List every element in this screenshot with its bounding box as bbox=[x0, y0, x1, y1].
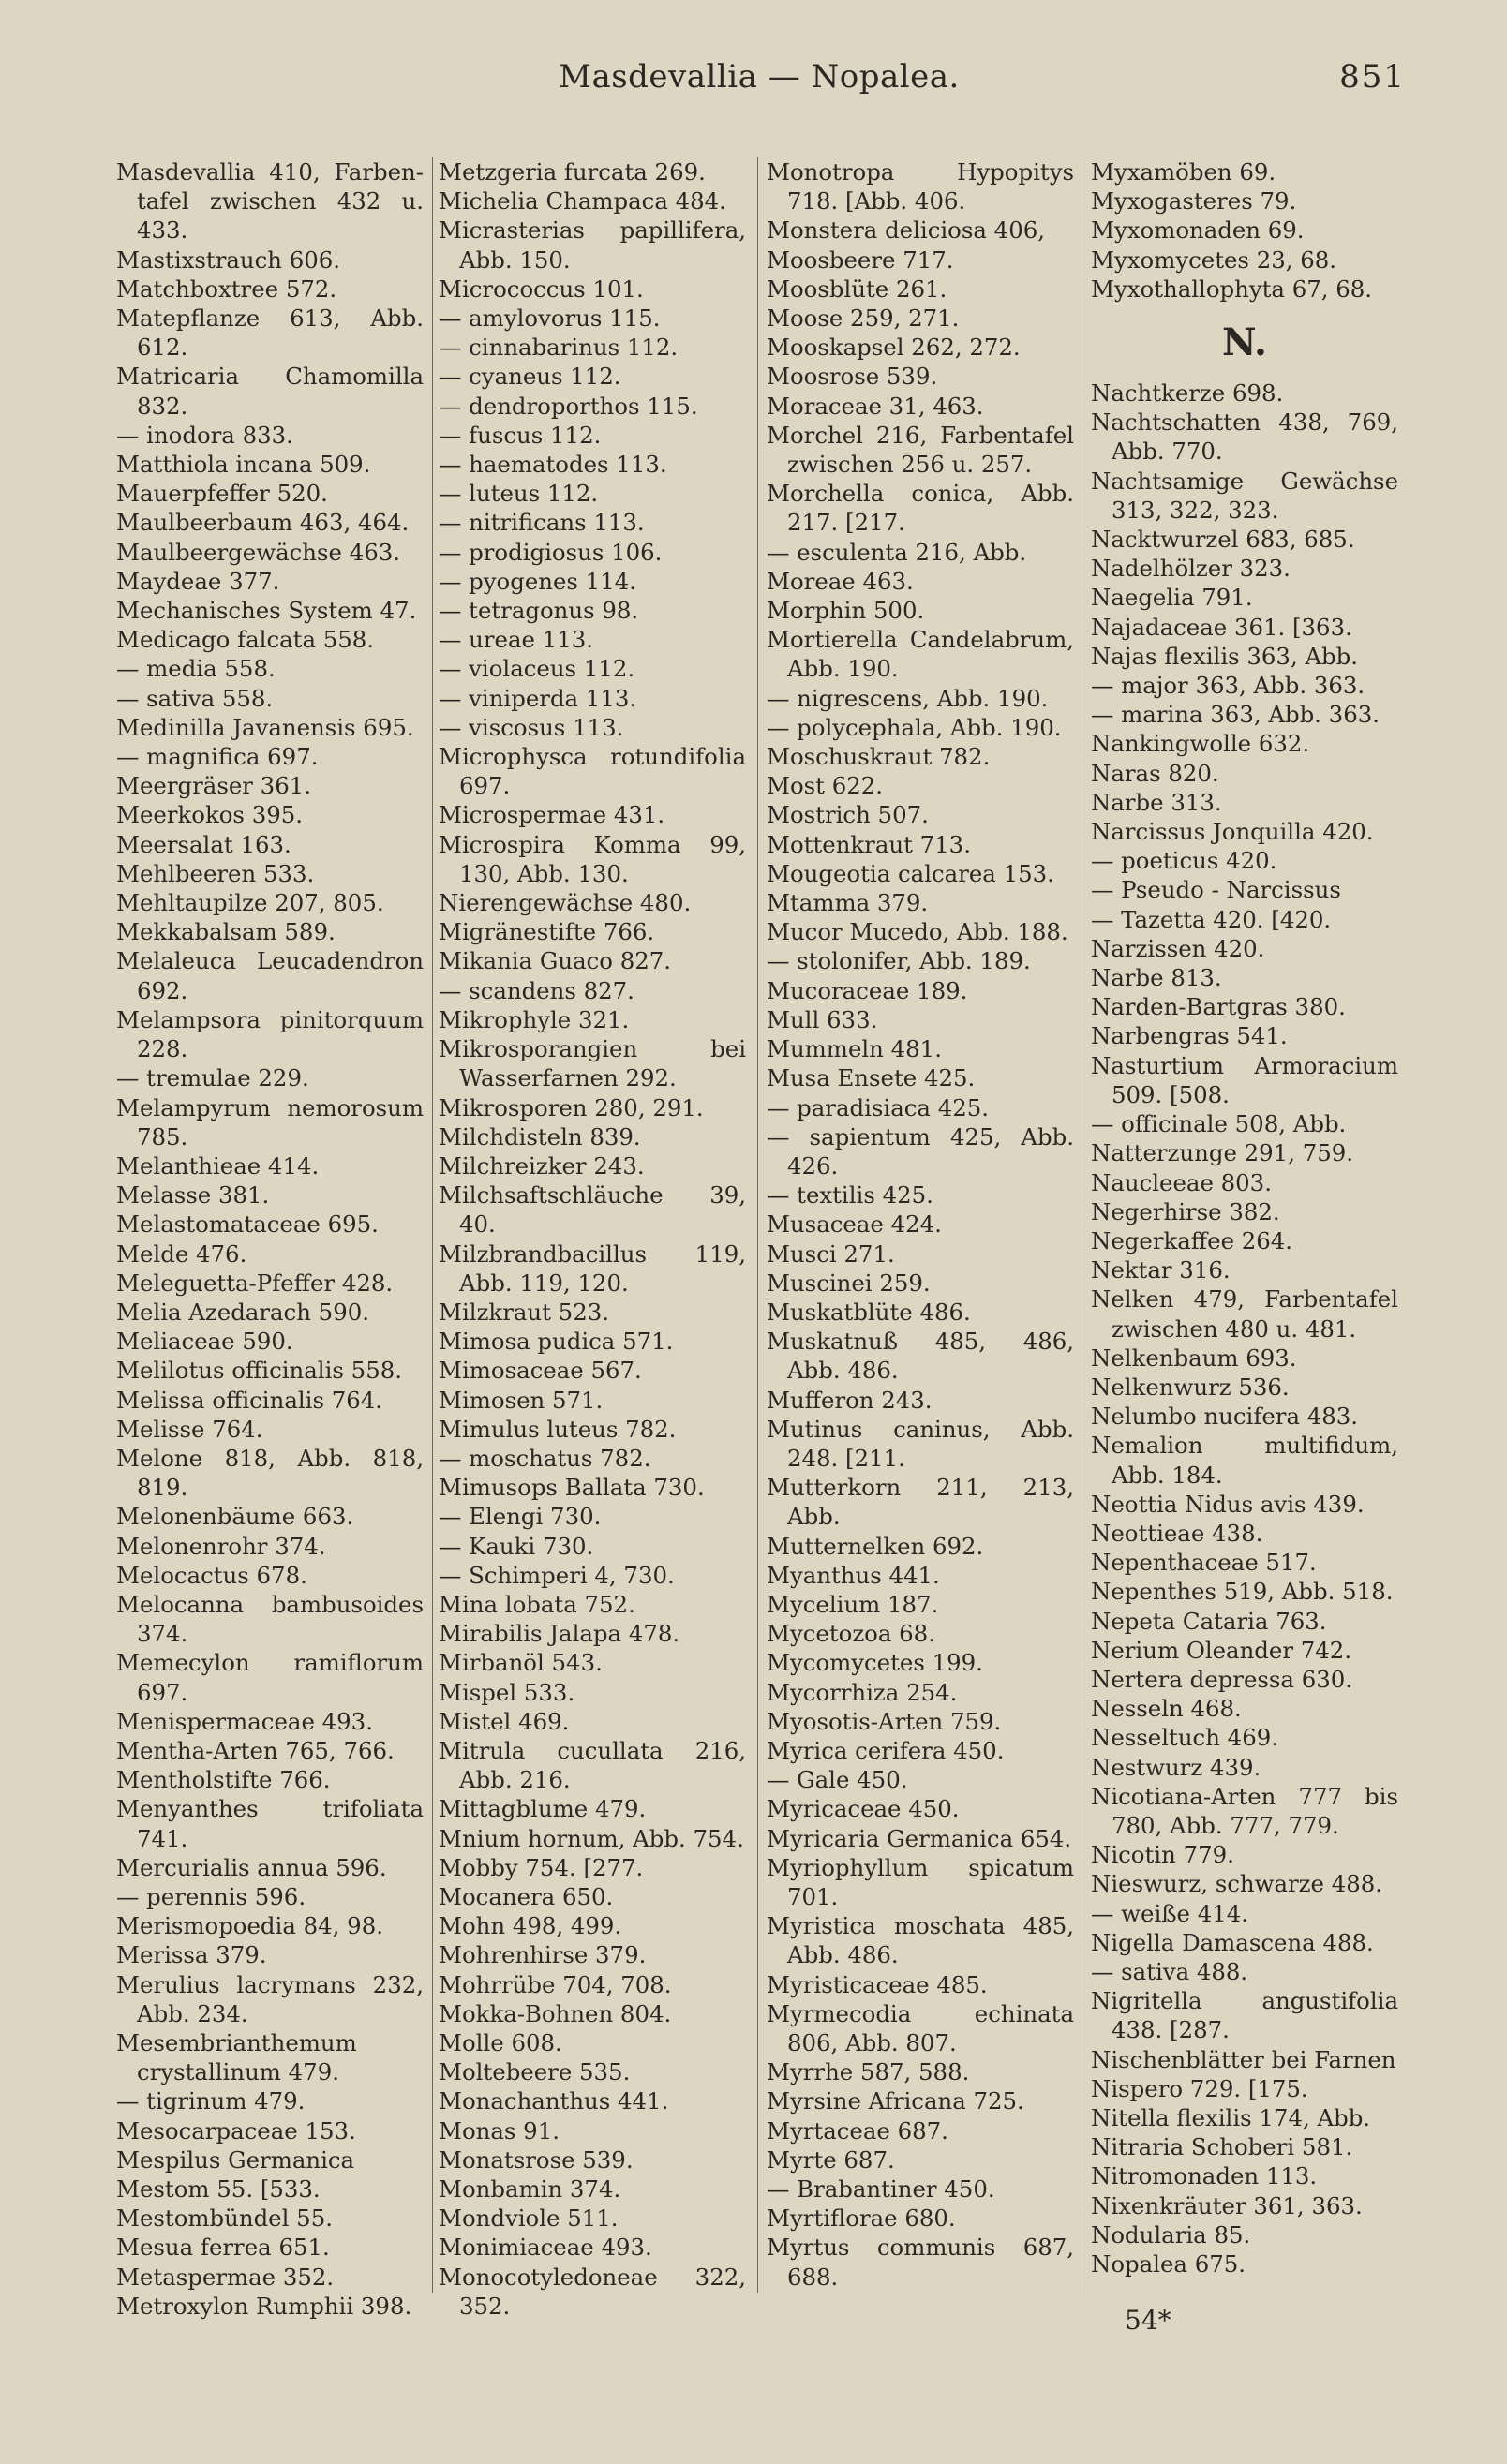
index-entry: Melanthieae 414. bbox=[116, 1151, 320, 1180]
index-entry: Nelkenwurz 536. bbox=[1091, 1373, 1290, 1401]
index-entry: — esculenta 216, Abb. bbox=[767, 538, 1027, 566]
index-entry: Musa Ensete 425. bbox=[767, 1064, 976, 1092]
index-entry: Melde 476. bbox=[116, 1239, 247, 1268]
index-entry: Mondviole 511. bbox=[439, 2204, 619, 2233]
index-entry: Mestom 55. [533. bbox=[116, 2175, 321, 2204]
index-entry: Monbamin 374. bbox=[439, 2175, 621, 2204]
index-entry: Mikrosporen 280, 291. bbox=[439, 1093, 704, 1121]
index-entry: Mekkabalsam 589. bbox=[116, 918, 336, 946]
index-entry: Milchsaftschläuche 39, 40. bbox=[439, 1181, 746, 1239]
index-entry: Mull 633. bbox=[767, 1005, 878, 1033]
index-entry: Negerkaffee 264. bbox=[1091, 1226, 1293, 1254]
index-entry: Masdevallia 410, Farbentafel zwischen 432 u. 433. bbox=[116, 158, 424, 245]
index-entry: Mauerpfeffer 520. bbox=[116, 480, 328, 508]
index-entry: Melone 818, Abb. 818, 819. bbox=[116, 1444, 424, 1502]
index-entry: Nemalion multifidum, Abb. 184. bbox=[1091, 1432, 1398, 1489]
index-column-4 bbox=[1091, 157, 1398, 2278]
index-entry: — fuscus 112. bbox=[439, 421, 602, 449]
index-entry: Mufferon 243. bbox=[767, 1386, 933, 1414]
column-rule bbox=[757, 157, 758, 2293]
index-entry: Metaspermae 352. bbox=[116, 2263, 335, 2291]
index-entry: Menispermaceae 493. bbox=[116, 1707, 373, 1735]
index-entry: Melia Azedarach 590. bbox=[116, 1298, 369, 1326]
index-entry: Mittagblume 479. bbox=[439, 1795, 647, 1823]
index-entry: Nischenblätter bei Farnen bbox=[1091, 2045, 1396, 2073]
index-entry: Moltebeere 535. bbox=[439, 2058, 631, 2086]
index-entry: Nigritella angustifolia 438. [287. bbox=[1091, 1987, 1398, 2044]
index-entry: Microphysca rotundifolia 697. bbox=[439, 743, 746, 800]
index-entry: Meerkokos 395. bbox=[116, 801, 304, 829]
index-entry: Melilotus officinalis 558. bbox=[116, 1357, 402, 1385]
index-entry: Microspira Komma 99, 130, Abb. 130. bbox=[439, 830, 746, 887]
index-entry: Mehlbeeren 533. bbox=[116, 859, 315, 887]
index-entry: Myxomycetes 23, 68. bbox=[1091, 245, 1337, 274]
index-entry: — Kauki 730. bbox=[439, 1532, 594, 1560]
index-entry: Monotropa Hypopitys 718. [Abb. 406. bbox=[767, 158, 1074, 215]
index-entry: Muskatblüte 486. bbox=[767, 1298, 971, 1326]
index-entry: Mycomycetes 199. bbox=[767, 1649, 983, 1677]
index-entry: Melonenrohr 374. bbox=[116, 1532, 326, 1560]
index-column-3 bbox=[767, 157, 1074, 2292]
index-entry: Mesocarpaceae 153. bbox=[116, 2116, 356, 2145]
index-entry: Monstera deliciosa 406, bbox=[767, 216, 1045, 245]
index-entry: Myrsine Africana 725. bbox=[767, 2087, 1024, 2115]
index-entry: Muscinei 259. bbox=[767, 1269, 931, 1297]
index-entry: Melampsora pinitorquum 228. bbox=[116, 1005, 424, 1063]
index-entry: Nicotin 779. bbox=[1091, 1841, 1234, 1869]
index-entry: Moosbeere 717. bbox=[767, 245, 954, 274]
index-entry: — amylovorus 115. bbox=[439, 304, 661, 333]
index-entry: Mostrich 507. bbox=[767, 801, 929, 829]
index-entry: Myosotis-Arten 759. bbox=[767, 1707, 1002, 1735]
index-entry: Mikania Guaco 827. bbox=[439, 947, 672, 975]
index-entry: Nixenkräuter 361, 363. bbox=[1091, 2191, 1363, 2219]
index-entry: — poeticus 420. bbox=[1091, 847, 1277, 875]
index-entry: Myrica cerifera 450. bbox=[767, 1736, 1005, 1764]
index-entry: — prodigiosus 106. bbox=[439, 538, 663, 566]
index-entry: Myristica moschata 485, Abb. 486. bbox=[767, 1912, 1074, 1969]
index-entry: — weiße 414. bbox=[1091, 1899, 1249, 1927]
index-entry: Microspermae 431. bbox=[439, 801, 665, 829]
index-entry: Myristicaceae 485. bbox=[767, 1970, 988, 1998]
index-entry: Nicotiana-Arten 777 bis 780, Abb. 777, 779. bbox=[1091, 1782, 1398, 1839]
index-entry: — pyogenes 114. bbox=[439, 567, 636, 595]
index-entry: Nankingwolle 632. bbox=[1091, 730, 1310, 758]
index-entry: Mina lobata 752. bbox=[439, 1590, 635, 1618]
index-entry: Monatsrose 539. bbox=[439, 2145, 634, 2174]
index-entry: Nelumbo nucifera 483. bbox=[1091, 1403, 1359, 1431]
index-entry: Michelia Champaca 484. bbox=[439, 187, 726, 215]
index-entry: Mycelium 187. bbox=[767, 1590, 939, 1618]
index-entry: Mohrrübe 704, 708. bbox=[439, 1970, 672, 1998]
index-entry: Nachtschatten 438, 769, Abb. 770. bbox=[1091, 408, 1398, 466]
index-entry: Mimulus luteus 782. bbox=[439, 1415, 677, 1443]
index-entry: Mutterkorn 211, 213, Abb. bbox=[767, 1474, 1074, 1531]
index-entry: Mimosaceae 567. bbox=[439, 1357, 642, 1385]
index-entry: Matricaria Chamomilla 832. bbox=[116, 363, 424, 420]
index-entry: Nitella flexilis 174, Abb. bbox=[1091, 2104, 1371, 2131]
index-entry: Neottieae 438. bbox=[1091, 1519, 1263, 1547]
index-entry: Morchel 216, Farbentafel zwischen 256 u. 257. bbox=[767, 421, 1074, 479]
index-entry: Melocanna bambusoides 374. bbox=[116, 1590, 424, 1648]
index-entry: Nitraria Schoberi 581. bbox=[1091, 2133, 1353, 2161]
index-entry: Milchreizker 243. bbox=[439, 1151, 645, 1180]
index-entry: Melasse 381. bbox=[116, 1181, 270, 1210]
index-entry: Meergräser 361. bbox=[116, 772, 311, 800]
index-entry: Mimosa pudica 571. bbox=[439, 1328, 674, 1356]
index-entry: — sativa 558. bbox=[116, 684, 274, 712]
index-entry: Narbe 313. bbox=[1091, 788, 1222, 816]
index-entry: Nachtkerze 698. bbox=[1091, 379, 1284, 408]
index-entry: Maulbeergewächse 463. bbox=[116, 538, 401, 566]
index-entry: Moose 259, 271. bbox=[767, 304, 960, 333]
index-entry: — major 363, Abb. 363. bbox=[1091, 672, 1365, 700]
index-entry: Mentholstifte 766. bbox=[116, 1766, 331, 1794]
page-number: 851 bbox=[1339, 58, 1406, 96]
index-entry: Migränestifte 766. bbox=[439, 918, 655, 946]
index-entry: Nesseln 468. bbox=[1091, 1695, 1242, 1723]
index-entry: — sativa 488. bbox=[1091, 1957, 1248, 1985]
index-entry: — Brabantiner 450. bbox=[767, 2175, 995, 2204]
index-entry: Myrmecodia echinata 806, Abb. 807. bbox=[767, 1999, 1074, 2056]
index-entry: — Pseudo - Narcissus bbox=[1091, 876, 1341, 904]
index-entry: Morphin 500. bbox=[767, 597, 925, 625]
index-entry: Mohrenhirse 379. bbox=[439, 1941, 647, 1969]
index-entry: Milchdisteln 839. bbox=[439, 1122, 641, 1150]
index-entry: — inodora 833. bbox=[116, 421, 293, 449]
index-entry: Narbengras 541. bbox=[1091, 1022, 1288, 1050]
index-entry: Mottenkraut 713. bbox=[767, 830, 971, 858]
index-entry: Narbe 813. bbox=[1091, 964, 1222, 992]
index-entry: — textilis 425. bbox=[767, 1181, 933, 1210]
index-entry: Mougeotia calcarea 153. bbox=[767, 859, 1054, 887]
index-entry: Mobby 754. [277. bbox=[439, 1853, 644, 1881]
index-entry: Meleguetta-Pfeffer 428. bbox=[116, 1269, 394, 1297]
index-entry: Mutternelken 692. bbox=[767, 1532, 984, 1560]
index-entry: — viscosus 113. bbox=[439, 713, 624, 741]
index-entry: — Elengi 730. bbox=[439, 1503, 602, 1531]
index-entry: Negerhirse 382. bbox=[1091, 1197, 1280, 1225]
index-entry: Mokka-Bohnen 804. bbox=[439, 1999, 672, 2027]
index-entry: Nodularia 85. bbox=[1091, 2220, 1251, 2249]
index-entry: Mutinus caninus, Abb. 248. [211. bbox=[767, 1415, 1074, 1472]
index-entry: Mentha-Arten 765, 766. bbox=[116, 1736, 395, 1764]
index-entry: Mehltaupilze 207, 805. bbox=[116, 889, 384, 917]
index-entry: — marina 363, Abb. 363. bbox=[1091, 701, 1380, 729]
index-entry: Neottia Nidus avis 439. bbox=[1091, 1490, 1365, 1518]
index-entry: Nigella Damascena 488. bbox=[1091, 1928, 1374, 1956]
index-entry: Nelken 479, Farbentafel zwischen 480 u. 481. bbox=[1091, 1285, 1398, 1343]
index-entry: — nigrescens, Abb. 190. bbox=[767, 684, 1049, 712]
index-entry: Myanthus 441. bbox=[767, 1561, 940, 1589]
index-entry: Mimusops Ballata 730. bbox=[439, 1474, 705, 1502]
index-entry: — haematodes 113. bbox=[439, 451, 667, 479]
index-entry: Nopalea 675. bbox=[1091, 2250, 1246, 2278]
index-column-1 bbox=[116, 157, 424, 2321]
index-entry: Monocotyledoneae 322, 352. bbox=[439, 2263, 746, 2320]
index-entry: Myxothallophyta 67, 68. bbox=[1091, 275, 1373, 303]
index-entry: Milzkraut 523. bbox=[439, 1298, 609, 1326]
index-entry: Nachtsamige Gewächse 313, 322, 323. bbox=[1091, 467, 1398, 524]
index-entry: Moschuskraut 782. bbox=[767, 743, 991, 771]
index-entry: Micrococcus 101. bbox=[439, 275, 644, 303]
index-entry: — cyaneus 112. bbox=[439, 363, 621, 391]
index-entry: Mirabilis Jalapa 478. bbox=[439, 1620, 680, 1648]
index-entry: Moosrose 539. bbox=[767, 363, 938, 391]
index-column-2 bbox=[439, 157, 746, 2321]
index-entry: Mikrosporangien bei Wasserfarnen 292. bbox=[439, 1035, 746, 1092]
index-entry: — viniperda 113. bbox=[439, 684, 637, 712]
index-entry: Nepenthes 519, Abb. 518. bbox=[1091, 1578, 1394, 1606]
index-entry: Mirbanöl 543. bbox=[439, 1649, 603, 1677]
index-entry: — officinale 508, Abb. bbox=[1091, 1110, 1347, 1138]
index-entry: Mespilus Germanica bbox=[116, 2145, 355, 2174]
index-entry: Narden-Bartgras 380. bbox=[1091, 993, 1346, 1021]
index-entry: Mycorrhiza 254. bbox=[767, 1678, 958, 1706]
letter-heading: N. bbox=[1222, 320, 1267, 365]
index-entry: Mimosen 571. bbox=[439, 1386, 604, 1414]
index-entry: — perennis 596. bbox=[116, 1882, 306, 1910]
index-entry: — sapientum 425, Abb. 426. bbox=[767, 1122, 1074, 1180]
index-entry: Narcissus Jonquilla 420. bbox=[1091, 818, 1374, 846]
index-entry: Mocanera 650. bbox=[439, 1882, 614, 1910]
index-entry: Meersalat 163. bbox=[116, 830, 291, 858]
index-entry: Merulius lacrymans 232, Abb. 234. bbox=[116, 1970, 424, 2027]
index-entry: Nieswurz, schwarze 488. bbox=[1091, 1870, 1383, 1898]
index-entry: Myrte 687. bbox=[767, 2145, 895, 2174]
index-entry: Merismopoedia 84, 98. bbox=[116, 1912, 383, 1940]
index-entry: — paradisiaca 425. bbox=[767, 1093, 990, 1121]
index-entry: Metzgeria furcata 269. bbox=[439, 158, 706, 186]
index-entry: Menyanthes trifoliata 741. bbox=[116, 1795, 424, 1852]
index-entry: Mooskapsel 262, 272. bbox=[767, 334, 1021, 362]
index-entry: — magnifica 697. bbox=[116, 743, 319, 771]
index-entry: Matepflanze 613, Abb. 612. bbox=[116, 304, 424, 362]
index-entry: Melissa officinalis 764. bbox=[116, 1386, 383, 1414]
index-entry: Nepeta Cataria 763. bbox=[1091, 1607, 1327, 1635]
index-entry: Nerium Oleander 742. bbox=[1091, 1636, 1352, 1664]
index-entry: Mesembrianthemum crystallinum 479. bbox=[116, 2029, 357, 2086]
index-entry: Memecylon ramiflorum 697. bbox=[116, 1649, 424, 1706]
index-entry: — Tazetta 420. [420. bbox=[1091, 905, 1332, 933]
index-entry: Naegelia 791. bbox=[1091, 584, 1253, 612]
index-entry: Nestwurz 439. bbox=[1091, 1753, 1261, 1781]
index-entry: Myrtaceae 687. bbox=[767, 2116, 948, 2145]
index-entry: Nacktwurzel 683, 685. bbox=[1091, 526, 1355, 554]
index-entry: Myxamöben 69. bbox=[1091, 158, 1276, 186]
index-entry: Mistel 469. bbox=[439, 1707, 570, 1735]
page-header bbox=[112, 58, 1406, 105]
index-entry: Myriophyllum spicatum 701. bbox=[767, 1853, 1074, 1910]
index-entry: — ureae 113. bbox=[439, 626, 593, 654]
index-entry: Melaleuca Leucadendron 692. bbox=[116, 947, 424, 1004]
index-entry: Most 622. bbox=[767, 772, 884, 800]
index-entry: Metroxylon Rumphii 398. bbox=[116, 2292, 412, 2320]
index-entry: — media 558. bbox=[116, 655, 276, 683]
index-entry: Mtamma 379. bbox=[767, 889, 929, 917]
index-entry: Molle 608. bbox=[439, 2029, 562, 2056]
index-entry: Nelkenbaum 693. bbox=[1091, 1343, 1297, 1372]
index-entry: Mesua ferrea 651. bbox=[116, 2234, 330, 2262]
index-entry: Merissa 379. bbox=[116, 1941, 267, 1969]
index-entry: Melisse 764. bbox=[116, 1415, 263, 1443]
index-entry: Narzissen 420. bbox=[1091, 934, 1265, 962]
index-entry: Melocactus 678. bbox=[116, 1561, 307, 1589]
index-entry: Melonenbäume 663. bbox=[116, 1503, 354, 1531]
index-entry: Myricaceae 450. bbox=[767, 1795, 960, 1823]
index-entry: Morchella conica, Abb. 217. [217. bbox=[767, 480, 1074, 537]
index-entry: — stolonifer, Abb. 189. bbox=[767, 947, 1031, 975]
index-entry: Medinilla Javanensis 695. bbox=[116, 713, 414, 741]
index-entry: — tetragonus 98. bbox=[439, 597, 639, 625]
index-entry: Micrasterias papillifera, Abb. 150. bbox=[439, 216, 746, 274]
index-entry: Nitromonaden 113. bbox=[1091, 2162, 1318, 2190]
index-entry: — scandens 827. bbox=[439, 976, 634, 1004]
index-entry: Mikrophyle 321. bbox=[439, 1005, 630, 1033]
index-entry: Maulbeerbaum 463, 464. bbox=[116, 509, 410, 537]
index-entry: — luteus 112. bbox=[439, 480, 599, 508]
index-entry: — cinnabarinus 112. bbox=[439, 334, 679, 362]
index-entry: — tremulae 229. bbox=[116, 1064, 309, 1092]
index-entry: Mestombündel 55. bbox=[116, 2204, 333, 2233]
index-entry: Mucoraceae 189. bbox=[767, 976, 968, 1004]
index-entry: Moreae 463. bbox=[767, 567, 914, 595]
index-entry: Myrtus communis 687, 688. bbox=[767, 2234, 1074, 2291]
index-entry: Natterzunge 291, 759. bbox=[1091, 1139, 1354, 1167]
index-entry: Najas flexilis 363, Abb. bbox=[1091, 642, 1359, 670]
index-entry: Najadaceae 361. [363. bbox=[1091, 613, 1352, 641]
index-entry: Matthiola incana 509. bbox=[116, 451, 371, 479]
index-entry: Monas 91. bbox=[439, 2116, 560, 2145]
index-entry: Melastomataceae 695. bbox=[116, 1210, 379, 1239]
index-entry: — Gale 450. bbox=[767, 1766, 908, 1794]
index-entry: Myrtiflorae 680. bbox=[767, 2204, 956, 2233]
index-entry: — moschatus 782. bbox=[439, 1444, 651, 1472]
index-entry: Myrrhe 587, 588. bbox=[767, 2058, 970, 2086]
index-entry: Myxomonaden 69. bbox=[1091, 216, 1305, 245]
index-entry: Myxogasteres 79. bbox=[1091, 187, 1297, 215]
index-entry: — nitrificans 113. bbox=[439, 509, 645, 537]
index-entry: Mercurialis annua 596. bbox=[116, 1853, 387, 1881]
index-entry: Mitrula cucullata 216, Abb. 216. bbox=[439, 1736, 746, 1794]
index-entry: Monachanthus 441. bbox=[439, 2087, 669, 2115]
index-entry: — polycephala, Abb. 190. bbox=[767, 713, 1062, 741]
index-group-n bbox=[1091, 379, 1398, 2278]
index-entry: Mohn 498, 499. bbox=[439, 1912, 622, 1940]
index-entry: Musaceae 424. bbox=[767, 1210, 942, 1239]
index-entry: Medicago falcata 558. bbox=[116, 626, 375, 654]
index-entry: Monimiaceae 493. bbox=[439, 2234, 652, 2262]
index-entry: Nispero 729. [175. bbox=[1091, 2074, 1308, 2102]
signature-mark: 54* bbox=[1125, 2305, 1171, 2336]
index-entry: Naucleeae 803. bbox=[1091, 1168, 1272, 1196]
index-entry: — tigrinum 479. bbox=[116, 2087, 306, 2115]
index-entry: Nierengewächse 480. bbox=[439, 889, 692, 917]
column-rule bbox=[432, 157, 433, 2293]
index-columns bbox=[111, 157, 1411, 2320]
index-entry: Maydeae 377. bbox=[116, 567, 280, 595]
index-entry: Mycetozoa 68. bbox=[767, 1620, 935, 1648]
index-group-m-end bbox=[1091, 157, 1398, 304]
index-entry: — Schimperi 4, 730. bbox=[439, 1561, 675, 1589]
index-entry: — dendroporthos 115. bbox=[439, 392, 698, 420]
index-entry: Matchboxtree 572. bbox=[116, 275, 337, 303]
index-entry: Moosblüte 261. bbox=[767, 275, 947, 303]
index-entry: Mastixstrauch 606. bbox=[116, 245, 341, 274]
running-title: Masdevallia — Nopalea. bbox=[559, 58, 960, 96]
index-entry: Muskatnuß 485, 486, Abb. 486. bbox=[767, 1328, 1074, 1385]
index-entry: Meliaceae 590. bbox=[116, 1328, 293, 1356]
index-entry: — violaceus 112. bbox=[439, 655, 635, 683]
index-entry: Mucor Mucedo, Abb. 188. bbox=[767, 918, 1068, 946]
index-entry: Melampyrum nemorosum 785. bbox=[116, 1093, 424, 1150]
index-entry: Musci 271. bbox=[767, 1239, 895, 1268]
index-entry: Myricaria Germanica 654. bbox=[767, 1824, 1072, 1852]
index-entry: Nesseltuch 469. bbox=[1091, 1724, 1278, 1752]
index-entry: Mummeln 481. bbox=[767, 1035, 942, 1063]
index-entry: Nertera depressa 630. bbox=[1091, 1665, 1353, 1693]
index-entry: Mnium hornum, Abb. 754. bbox=[439, 1824, 744, 1852]
index-entry: Mortierella Candelabrum, Abb. 190. bbox=[767, 626, 1074, 683]
index-entry: Moraceae 31, 463. bbox=[767, 392, 984, 420]
index-entry: Nektar 316. bbox=[1091, 1256, 1231, 1284]
index-entry: Naras 820. bbox=[1091, 759, 1219, 787]
index-entry: Nadelhölzer 323. bbox=[1091, 555, 1291, 583]
index-entry: Nepenthaceae 517. bbox=[1091, 1549, 1317, 1577]
index-entry: Nasturtium Armoracium 509. [508. bbox=[1091, 1051, 1398, 1108]
index-entry: Mechanisches System 47. bbox=[116, 597, 417, 625]
index-entry: Milzbrandbacillus 119, Abb. 119, 120. bbox=[439, 1239, 746, 1297]
index-entry: Mispel 533. bbox=[439, 1678, 575, 1706]
